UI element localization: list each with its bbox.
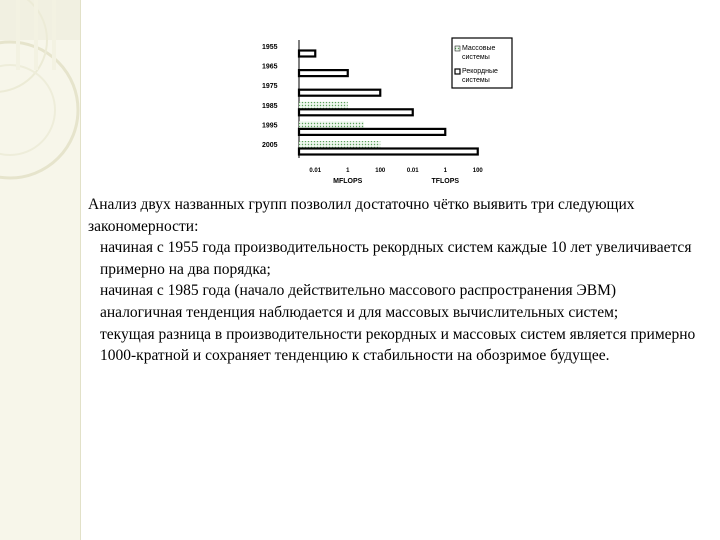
x-tick-label: 100 <box>472 168 483 174</box>
pattern-3-paragraph: текущая разница в производительности рекордных и массовых систем является примерно 1000-кратной и сохраняет тенденцию к стабильности на обозримое будущее. <box>100 325 696 365</box>
bar-record-1975 <box>299 90 380 96</box>
body-text <box>88 194 698 367</box>
year-tick-label: 1995 <box>262 122 278 130</box>
bar-mass-1985 <box>299 102 348 109</box>
bar-record-1955 <box>299 51 315 57</box>
x-tick-label: 0.01 <box>406 168 419 174</box>
performance-chart <box>262 38 522 188</box>
decorative-circles <box>0 0 80 540</box>
legend-label-mass: Массовые системы <box>462 45 496 61</box>
year-tick-label: 2005 <box>262 142 278 149</box>
year-tick-label: 1955 <box>262 44 278 51</box>
x-tick-label: 100 <box>375 168 386 174</box>
year-tick-label: 1985 <box>262 102 278 110</box>
left-decoration <box>0 0 81 540</box>
bar-record-1985 <box>299 109 413 115</box>
legend-swatch-record <box>455 69 460 74</box>
pattern-1-paragraph: начиная с 1955 года производительность рекордных систем каждые 10 лет увеличивается примерно на два порядка; <box>100 239 692 278</box>
x-tick-label: 1 <box>443 168 447 174</box>
x-unit-label-tflops: TFLOPS <box>431 178 460 185</box>
bar-mass-1995 <box>299 121 364 128</box>
bar-record-1965 <box>299 70 348 76</box>
bar-mass-2005 <box>299 141 380 148</box>
x-tick-label: 1 <box>346 168 350 174</box>
legend-label-record: Рекордные системы <box>462 68 498 84</box>
bar-record-2005 <box>299 149 478 155</box>
year-tick-label: 1965 <box>262 63 278 71</box>
intro-paragraph: Анализ двух названных групп позволил достаточно чётко выявить три следующих закономерности: <box>88 196 635 235</box>
x-tick-label: 0.01 <box>309 168 322 174</box>
pattern-2-paragraph: начиная с 1985 года (начало действительно массового распространения ЭВМ) аналогичная тенденция наблюдается и для массовых вычислительных систем; <box>100 282 619 321</box>
x-unit-label-mflops: MFLOPS <box>333 178 363 185</box>
bar-record-1995 <box>299 129 445 135</box>
year-tick-label: 1975 <box>262 83 278 91</box>
legend-swatch-mass <box>455 46 460 51</box>
chart-svg <box>262 38 522 188</box>
